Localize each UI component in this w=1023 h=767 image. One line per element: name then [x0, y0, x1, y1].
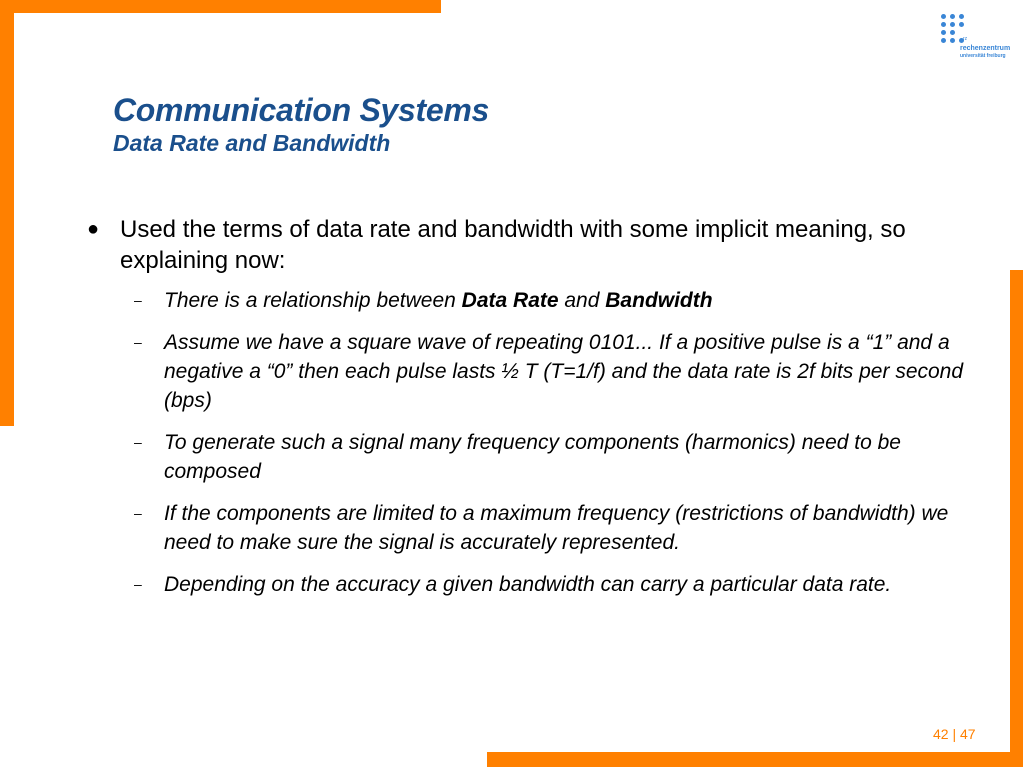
sub-bullet-text-pre: There is a relationship between	[164, 289, 462, 312]
slide-title: Communication Systems	[113, 92, 490, 128]
sub-bullet-item	[87, 499, 967, 557]
sub-bullet-text-mid: and	[558, 289, 606, 312]
sub-bullet-bold-bandwidth: Bandwidth	[605, 289, 713, 312]
slide-title-block	[113, 91, 489, 157]
slide-subtitle: Data Rate and Bandwidth	[113, 130, 391, 156]
sub-bullet-item	[87, 428, 967, 486]
logo-line2: universität freiburg	[960, 53, 1006, 59]
sub-bullet-text: To generate such a signal many frequency components (harmonics) need to be composed	[164, 431, 901, 483]
orange-bar-right	[1010, 270, 1023, 767]
page-separator: |	[952, 726, 957, 742]
page-total: 47	[960, 726, 976, 742]
logo-rz: rz	[963, 36, 968, 42]
sub-bullet-item	[87, 570, 967, 599]
page-number	[933, 726, 976, 742]
dash-icon: –	[134, 505, 142, 521]
main-bullet	[87, 214, 967, 276]
dash-icon: –	[134, 334, 142, 350]
main-bullet-text: Used the terms of data rate and bandwidth with some implicit meaning, so explaining now:	[120, 216, 906, 274]
bullet-dot-icon: ●	[87, 218, 100, 240]
dash-icon: –	[134, 434, 142, 450]
dash-icon: –	[134, 576, 142, 592]
orange-bar-top	[0, 0, 441, 13]
dash-icon: –	[134, 292, 142, 308]
sub-bullet-bold-data-rate: Data Rate	[461, 289, 559, 312]
sub-bullet-list	[87, 286, 967, 599]
slide-content	[87, 214, 967, 612]
rechenzentrum-logo	[938, 14, 1010, 64]
orange-bar-left	[0, 0, 14, 426]
page-current: 42	[933, 726, 949, 742]
sub-bullet-item	[87, 328, 967, 415]
sub-bullet-item	[87, 286, 967, 315]
sub-bullet-text: Assume we have a square wave of repeating 0101... If a positive pulse is a “1” and a negative a “0” then each pulse lasts ½ T (T=1/f) and the data rate is 2f bits per second (bps)	[164, 331, 964, 412]
logo-line1: rechenzentrum	[960, 45, 1011, 52]
sub-bullet-text: If the components are limited to a maximum frequency (restrictions of bandwidth) we need to make sure the signal is accurately represented.	[164, 502, 949, 554]
orange-bar-bottom	[487, 752, 1023, 767]
sub-bullet-text: Depending on the accuracy a given bandwidth can carry a particular data rate.	[164, 573, 892, 596]
